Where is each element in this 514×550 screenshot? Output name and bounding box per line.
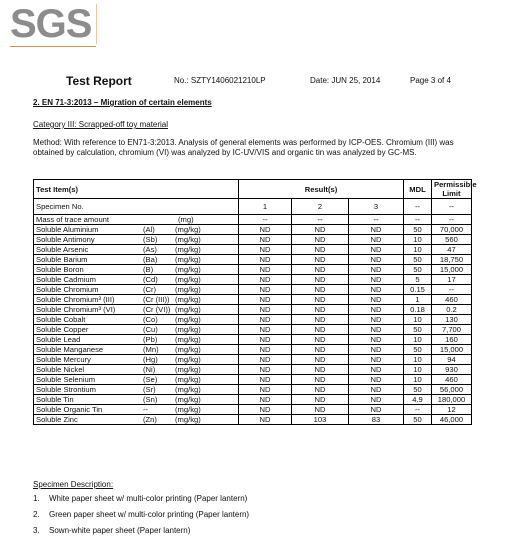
element-symbol: (B)	[143, 265, 154, 274]
result-cell: ND	[239, 235, 292, 245]
result-cell: ND	[239, 345, 292, 355]
mdl-cell: 50	[404, 265, 432, 275]
col-header-limit: Permissible Limit	[432, 180, 472, 199]
element-name: Soluble Chromium³ (III)	[36, 295, 115, 304]
result-cell: ND	[239, 405, 292, 415]
limit-cell: 7,700	[432, 325, 472, 335]
table-row	[34, 395, 472, 405]
logo-divider-vertical	[96, 4, 97, 44]
element-name: Soluble Aluminium	[36, 225, 99, 234]
specimen-label: Specimen No.	[34, 199, 239, 215]
mass-s3: --	[349, 215, 404, 225]
element-unit: (mg/kg)	[175, 385, 201, 394]
result-cell: ND	[239, 355, 292, 365]
limit-cell: 12	[432, 405, 472, 415]
result-cell: ND	[292, 325, 349, 335]
table-row	[34, 415, 472, 425]
table-row	[34, 345, 472, 355]
element-symbol: (Cr (VI))	[143, 305, 171, 314]
element-cell	[34, 235, 239, 245]
results-table	[33, 179, 477, 425]
element-unit: (mg/kg)	[175, 335, 201, 344]
result-cell: ND	[349, 255, 404, 265]
result-cell: ND	[349, 385, 404, 395]
element-name: Soluble Tin	[36, 395, 74, 404]
specimen-item-number: 1.	[33, 494, 40, 503]
element-unit: (mg/kg)	[175, 235, 201, 244]
element-cell	[34, 315, 239, 325]
result-cell: ND	[239, 225, 292, 235]
element-name: Soluble Nickel	[36, 365, 85, 374]
element-cell	[34, 305, 239, 315]
mdl-cell: 50	[404, 325, 432, 335]
limit-cell: 15,000	[432, 345, 472, 355]
element-symbol: (Hg)	[143, 355, 158, 364]
result-cell: ND	[239, 415, 292, 425]
specimen-item	[33, 526, 249, 542]
element-cell	[34, 285, 239, 295]
mdl-cell: 0.15	[404, 285, 432, 295]
result-cell: ND	[292, 405, 349, 415]
element-cell	[34, 255, 239, 265]
category-label: Category III: Scrapped-off toy material	[33, 120, 169, 129]
element-unit: (mg/kg)	[175, 275, 201, 284]
limit-cell: 94	[432, 355, 472, 365]
mdl-cell: 50	[404, 415, 432, 425]
element-name: Soluble Boron	[36, 265, 84, 274]
mdl-cell: 10	[404, 245, 432, 255]
element-symbol: --	[143, 405, 149, 414]
result-cell: ND	[349, 335, 404, 345]
element-cell	[34, 265, 239, 275]
limit-cell: 18,750	[432, 255, 472, 265]
element-symbol: (Cd)	[143, 275, 158, 284]
element-cell	[34, 405, 239, 415]
element-symbol: (Mn)	[143, 345, 159, 354]
specimen-item-number: 2.	[33, 510, 40, 519]
report-title: Test Report	[66, 74, 132, 88]
result-cell: ND	[239, 295, 292, 305]
result-cell: ND	[349, 275, 404, 285]
mass-s2: --	[292, 215, 349, 225]
sgs-logo: SGS	[10, 2, 92, 46]
element-name: Soluble Arsenic	[36, 245, 89, 254]
element-unit: (mg/kg)	[175, 225, 201, 234]
result-cell: ND	[292, 225, 349, 235]
method-text: Method: With reference to EN71-3:2013. Analysis of general elements was performed by ICP-OES. Chromium (III) was obtained by calculation, chromium (VI) was analyzed by IC-UV/VIS and organic tin was analyzed by GC-MS.	[33, 138, 454, 157]
limit-cell: 17	[432, 275, 472, 285]
element-symbol: (As)	[143, 245, 157, 254]
element-cell	[34, 385, 239, 395]
mdl-cell: 10	[404, 365, 432, 375]
specimen-description-title: Specimen Description:	[33, 480, 114, 489]
element-symbol: (Sn)	[143, 395, 158, 404]
limit-cell: 460	[432, 375, 472, 385]
element-cell	[34, 225, 239, 235]
result-cell: ND	[292, 395, 349, 405]
specimen-item-number: 3.	[33, 526, 40, 535]
mdl-cell: --	[404, 405, 432, 415]
result-cell: ND	[292, 245, 349, 255]
col-header-mdl: MDL	[404, 180, 432, 199]
result-cell: 83	[349, 415, 404, 425]
element-symbol: (Sb)	[143, 235, 158, 244]
result-cell: ND	[349, 245, 404, 255]
result-cell: ND	[239, 245, 292, 255]
report-number: No.: SZTY1406021210LP	[174, 76, 266, 85]
page-indicator: Page 3 of 4	[410, 76, 451, 85]
table-row	[34, 355, 472, 365]
element-name: Soluble Lead	[36, 335, 81, 344]
result-cell: ND	[292, 345, 349, 355]
element-unit: (mg/kg)	[175, 305, 201, 314]
result-cell: ND	[349, 265, 404, 275]
result-cell: ND	[292, 235, 349, 245]
result-cell: ND	[349, 325, 404, 335]
result-cell: ND	[239, 275, 292, 285]
limit-cell: 46,000	[432, 415, 472, 425]
table-row	[34, 245, 472, 255]
result-cell: ND	[239, 285, 292, 295]
result-cell: ND	[292, 355, 349, 365]
specimen-3: 3	[349, 199, 404, 215]
result-cell: ND	[349, 375, 404, 385]
mass-label-cell	[34, 215, 239, 225]
element-symbol: (Ni)	[143, 365, 156, 374]
element-cell	[34, 415, 239, 425]
element-unit: (mg/kg)	[175, 375, 201, 384]
result-cell: ND	[239, 395, 292, 405]
table-row	[34, 235, 472, 245]
result-cell: ND	[292, 365, 349, 375]
table-row	[34, 255, 472, 265]
element-name: Soluble Chromium	[36, 285, 99, 294]
element-name: Soluble Strontium	[36, 385, 96, 394]
limit-cell: 460	[432, 295, 472, 305]
result-cell: ND	[292, 265, 349, 275]
mdl-cell: 50	[404, 255, 432, 265]
result-cell: ND	[349, 315, 404, 325]
element-cell	[34, 365, 239, 375]
specimen-item-text: White paper sheet w/ multi-color printing (Paper lantern)	[49, 494, 248, 503]
specimen-row	[34, 199, 472, 215]
col-header-results: Result(s)	[239, 180, 404, 199]
element-symbol: (Zn)	[143, 415, 157, 424]
limit-cell: 56,000	[432, 385, 472, 395]
table-row	[34, 335, 472, 345]
result-cell: ND	[292, 335, 349, 345]
section-title: 2. EN 71-3:2013 – Migration of certain elements	[33, 98, 212, 107]
result-cell: ND	[239, 325, 292, 335]
table-row	[34, 405, 472, 415]
element-symbol: (Cr (III))	[143, 295, 170, 304]
mdl-cell: 4.9	[404, 395, 432, 405]
element-name: Soluble Cadmium	[36, 275, 96, 284]
report-date: Date: JUN 25, 2014	[310, 76, 381, 85]
table-row	[34, 375, 472, 385]
result-cell: ND	[349, 395, 404, 405]
specimen-item-text: Green paper sheet w/ multi-color printing (Paper lantern)	[49, 510, 250, 519]
mdl-cell: 10	[404, 335, 432, 345]
specimen-item	[33, 494, 249, 510]
mass-row	[34, 215, 472, 225]
specimen-limit: --	[432, 199, 472, 215]
element-unit: (mg/kg)	[175, 325, 201, 334]
element-unit: (mg/kg)	[175, 295, 201, 304]
mdl-cell: 10	[404, 235, 432, 245]
result-cell: ND	[239, 305, 292, 315]
result-cell: ND	[292, 275, 349, 285]
result-cell: ND	[292, 305, 349, 315]
result-cell: ND	[239, 365, 292, 375]
element-cell	[34, 355, 239, 365]
table-row	[34, 365, 472, 375]
specimen-1: 1	[239, 199, 292, 215]
limit-cell: --	[432, 285, 472, 295]
result-cell: ND	[349, 355, 404, 365]
table-row	[34, 325, 472, 335]
limit-cell: 160	[432, 335, 472, 345]
result-cell: ND	[292, 375, 349, 385]
element-cell	[34, 375, 239, 385]
result-cell: ND	[349, 365, 404, 375]
mdl-cell: 10	[404, 375, 432, 385]
mdl-cell: 50	[404, 385, 432, 395]
element-name: Soluble Antimony	[36, 235, 95, 244]
result-cell: ND	[239, 315, 292, 325]
result-cell: ND	[292, 285, 349, 295]
element-symbol: (Pb)	[143, 335, 158, 344]
result-cell: ND	[349, 295, 404, 305]
result-cell: ND	[239, 385, 292, 395]
mdl-cell: 10	[404, 315, 432, 325]
element-symbol: (Cu)	[143, 325, 158, 334]
result-cell: ND	[292, 255, 349, 265]
element-unit: (mg/kg)	[175, 405, 201, 414]
logo-divider	[10, 46, 96, 47]
table-row	[34, 285, 472, 295]
limit-cell: 180,000	[432, 395, 472, 405]
element-cell	[34, 275, 239, 285]
table-row	[34, 225, 472, 235]
result-cell: ND	[239, 265, 292, 275]
element-name: Soluble Barium	[36, 255, 88, 264]
result-cell: ND	[239, 255, 292, 265]
mass-unit: (mg)	[178, 215, 194, 224]
element-cell	[34, 345, 239, 355]
result-cell: ND	[349, 235, 404, 245]
specimen-2: 2	[292, 199, 349, 215]
result-cell: ND	[292, 315, 349, 325]
element-cell	[34, 395, 239, 405]
result-cell: ND	[292, 295, 349, 305]
element-symbol: (Se)	[143, 375, 158, 384]
col-header-test-item: Test Item(s)	[34, 180, 239, 199]
mass-s1: --	[239, 215, 292, 225]
element-name: Soluble Chromium³ (VI)	[36, 305, 116, 314]
element-symbol: (Sr)	[143, 385, 156, 394]
result-cell: ND	[349, 405, 404, 415]
mdl-cell: 50	[404, 225, 432, 235]
element-unit: (mg/kg)	[175, 415, 201, 424]
element-unit: (mg/kg)	[175, 285, 201, 294]
result-cell: ND	[239, 335, 292, 345]
mdl-cell: 1	[404, 295, 432, 305]
element-unit: (mg/kg)	[175, 355, 201, 364]
mass-limit: --	[432, 215, 472, 225]
limit-cell: 47	[432, 245, 472, 255]
table-row	[34, 385, 472, 395]
element-cell	[34, 245, 239, 255]
mdl-cell: 5	[404, 275, 432, 285]
element-symbol: (Ba)	[143, 255, 158, 264]
element-name: Soluble Selenium	[36, 375, 96, 384]
specimen-item	[33, 510, 249, 526]
element-cell	[34, 335, 239, 345]
table-row	[34, 295, 472, 305]
element-name: Soluble Mercury	[36, 355, 91, 364]
element-name: Soluble Manganese	[36, 345, 104, 354]
specimen-mdl: --	[404, 199, 432, 215]
element-symbol: (Cr)	[143, 285, 157, 294]
element-unit: (mg/kg)	[175, 265, 201, 274]
limit-cell: 15,000	[432, 265, 472, 275]
element-unit: (mg/kg)	[175, 315, 201, 324]
limit-cell: 560	[432, 235, 472, 245]
table-row	[34, 315, 472, 325]
specimen-description-list	[33, 494, 249, 542]
mdl-cell: 10	[404, 355, 432, 365]
limit-cell: 70,000	[432, 225, 472, 235]
limit-cell: 930	[432, 365, 472, 375]
element-name: Soluble Organic Tin	[36, 405, 103, 414]
element-name: Soluble Cobalt	[36, 315, 86, 324]
element-cell	[34, 295, 239, 305]
result-cell: 103	[292, 415, 349, 425]
specimen-item-text: Sown-white paper sheet (Paper lantern)	[49, 526, 191, 535]
mass-label: Mass of trace amount	[36, 215, 110, 224]
element-unit: (mg/kg)	[175, 345, 201, 354]
element-unit: (mg/kg)	[175, 395, 201, 404]
table-header-row	[34, 180, 472, 199]
mdl-cell: 50	[404, 345, 432, 355]
element-symbol: (Al)	[143, 225, 155, 234]
table-row	[34, 265, 472, 275]
element-unit: (mg/kg)	[175, 365, 201, 374]
table-row	[34, 275, 472, 285]
result-cell: ND	[349, 305, 404, 315]
limit-cell: 0.2	[432, 305, 472, 315]
result-cell: ND	[239, 375, 292, 385]
element-cell	[34, 325, 239, 335]
element-symbol: (Co)	[143, 315, 158, 324]
mdl-cell: 0.18	[404, 305, 432, 315]
table-row	[34, 305, 472, 315]
element-name: Soluble Zinc	[36, 415, 78, 424]
element-unit: (mg/kg)	[175, 245, 201, 254]
mass-mdl: --	[404, 215, 432, 225]
result-cell: ND	[349, 225, 404, 235]
result-cell: ND	[349, 345, 404, 355]
report-header	[0, 74, 514, 90]
result-cell: ND	[292, 385, 349, 395]
result-cell: ND	[349, 285, 404, 295]
element-name: Soluble Copper	[36, 325, 89, 334]
limit-cell: 130	[432, 315, 472, 325]
element-unit: (mg/kg)	[175, 255, 201, 264]
